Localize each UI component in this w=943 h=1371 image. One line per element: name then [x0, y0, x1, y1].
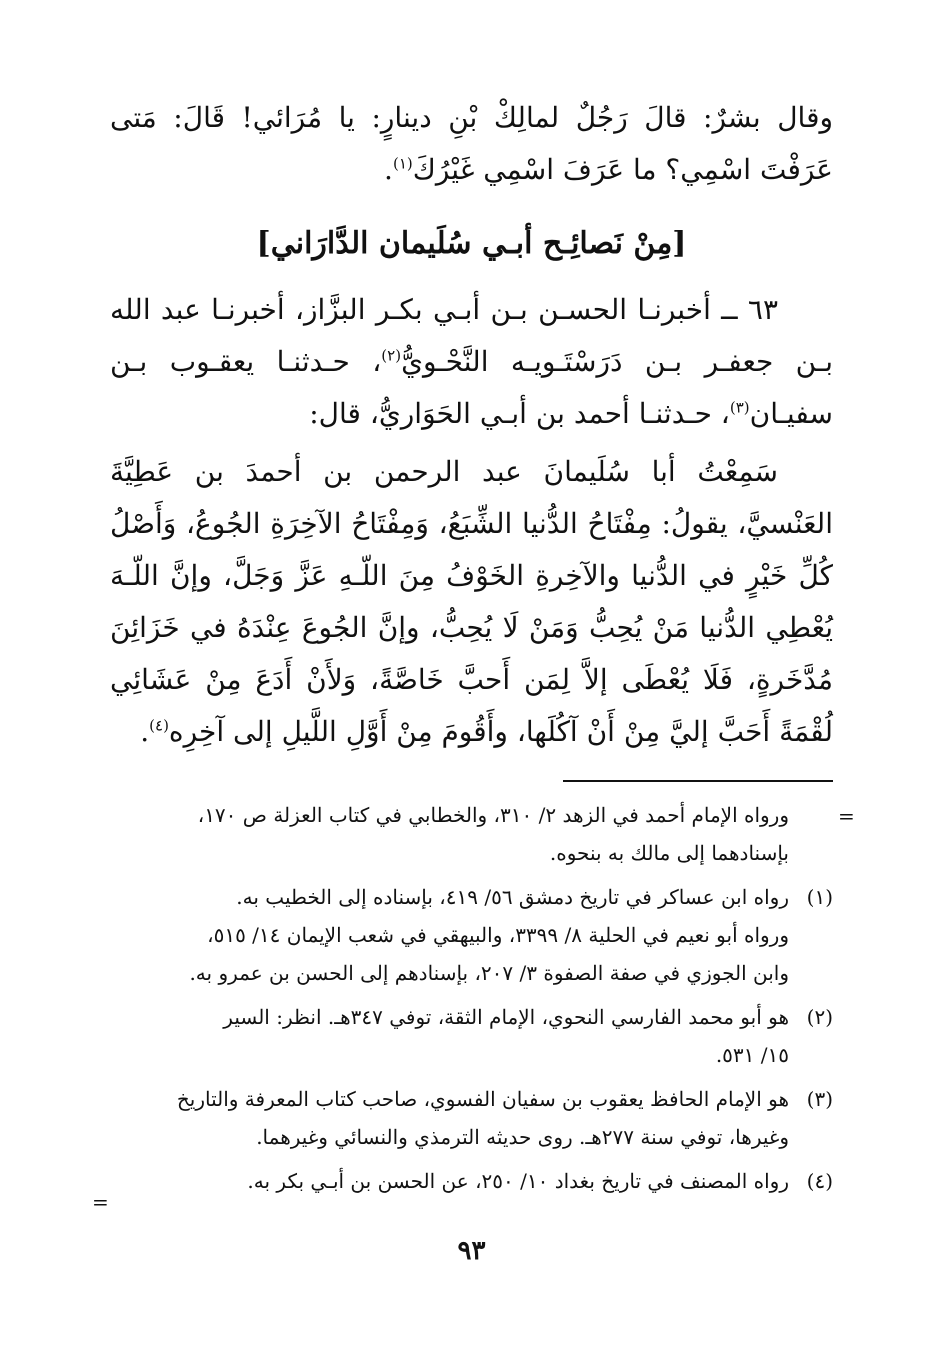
- footnote-number: (٢): [806, 1005, 833, 1029]
- footnote-body: [110, 1080, 789, 1156]
- quote-text: سَمِعْتُ أبا سُلَيمانَ عبد الرحمن بن أحمدَ بن عَطِيَّةَ العَنْسيَّ، يقولُ: مِفْتَاحُ الدُّنيا الشِّبَعُ، وَمِفْتَاحُ الآخِرَةِ الجُوعُ، وَأَصْلُ كُلِّ خَيْرٍ في الدُّنيا والآخِرةِ الخَوْفُ مِنَ اللّـهِ عَزَّ وَجَلَّ، وإنَّ اللّـهَ يُعْطِي الدُّنيا مَنْ يُحِبُّ وَمَنْ لَا يُحِبُّ، وإنَّ الجُوعَ عِنْدَهُ في خَزَائِنَ مُدَّخَرةٍ، فَلَا يُعْطَى إلاَّ لِمَن أَحبَّ خَاصَّةً، وَلأَنْ أَدَعَ مِنْ عَشَائِي لُقْمَةً أَحَبَّ إليَّ مِنْ أَنْ آكُلَها، وأَقُومَ مِنْ أَوَّلِ اللَّيلِ إلى آخِرِه: [110, 455, 833, 748]
- footnotes: [110, 796, 833, 1200]
- quote-end: .: [140, 715, 150, 748]
- footnote-line: بإسنادهما إلى مالك به بنحوه.: [549, 841, 789, 865]
- quote-paragraph: [110, 446, 833, 758]
- footnote-line: هو أبو محمد الفارسي النحوي، الإمام الثقة، توفي ٣٤٧هـ. انظر: السير: [223, 1005, 789, 1029]
- page-number: ٩٣: [457, 1236, 486, 1266]
- footnote-continued: [110, 796, 833, 872]
- isnad-part-1: ٦٣ ــ أخبرنـا الحسـن بـن أبـي بكـر البزَّاز، أخبرنـا عبد الله بـن جعفـر بـن دَرَسْتَـويـه النَّحْـويُّ: [110, 293, 833, 378]
- footnote-separator: [563, 780, 833, 782]
- footnote-ref-4: (٤): [149, 716, 169, 735]
- footnote-ref-2: (٢): [381, 346, 402, 365]
- footnote-1: [110, 878, 833, 992]
- footnote-line: ورواه الإمام أحمد في الزهد ٢/ ٣١٠، والخطابي في كتاب العزلة ص ١٧٠،: [197, 803, 789, 827]
- footnote-end-mark: =: [92, 1190, 109, 1214]
- footnote-line: ورواه أبو نعيم في الحلية ٨/ ٣٣٩٩، والبيهقي في شعب الإيمان ١٤/ ٥١٥،: [207, 923, 789, 947]
- footnote-number-blank: [789, 796, 833, 872]
- footnote-continuation-mark: =: [838, 804, 855, 828]
- footnote-body: [110, 1162, 789, 1200]
- footnote-3: [110, 1080, 833, 1156]
- footnote-4: [110, 1162, 833, 1200]
- footnote-body: [110, 796, 789, 872]
- footnote-body: [110, 998, 789, 1074]
- footnote-2: [110, 998, 833, 1074]
- intro-end: .: [384, 153, 393, 186]
- isnad-part-2: ، حـدثنـا يعقـوب بـن سفيـان: [110, 345, 833, 430]
- footnote-ref-1: (١): [392, 154, 413, 173]
- main-text: [110, 92, 833, 758]
- footnote-line: رواه المصنف في تاريخ بغداد ١٠/ ٢٥٠، عن الحسن بن أبـي بكر به.: [247, 1169, 789, 1193]
- isnad-part-3: ، حـدثنـا أحمد بن أبـي الحَوَاريُّ، قال:: [309, 397, 730, 430]
- footnote-line: ١٥/ ٥٣١.: [715, 1043, 789, 1067]
- footnote-line: وابن الجوزي في صفة الصفوة ٣/ ٢٠٧، بإسنادهم إلى الحسن بن عمرو به.: [189, 961, 789, 985]
- isnad-paragraph: [110, 284, 833, 440]
- footnote-body: [110, 878, 789, 992]
- footnote-ref-3: (٣): [729, 398, 750, 417]
- intro-paragraph: [110, 92, 833, 196]
- section-heading: [مِنْ نَصائِـح أبـي سُلَيمان الدَّارَاني]: [256, 226, 687, 261]
- footnote-line: رواه ابن عساكر في تاريخ دمشق ٥٦/ ٤١٩، بإسناده إلى الخطيب به.: [236, 885, 789, 909]
- footnote-line: هو الإمام الحافظ يعقوب بن سفيان الفسوي، صاحب كتاب المعرفة والتاريخ: [176, 1087, 789, 1111]
- footnote-number: (٤): [806, 1169, 833, 1193]
- footnote-number: (٣): [806, 1087, 833, 1111]
- footnote-number: (١): [806, 885, 833, 909]
- intro-text: وقال بشرٌ: قالَ رَجُلٌ لمالِكْ بْنِ دينارٍ: يا مُرَائي! قَالَ: مَتى عَرَفْتَ اسْمِي؟ ما عَرَفَ اسْمِي غَيْرُكَ: [110, 101, 833, 186]
- footnote-line: وغيرها، توفي سنة ٢٧٧هـ. روى حديثه الترمذي والنسائي وغيرهما.: [256, 1125, 789, 1149]
